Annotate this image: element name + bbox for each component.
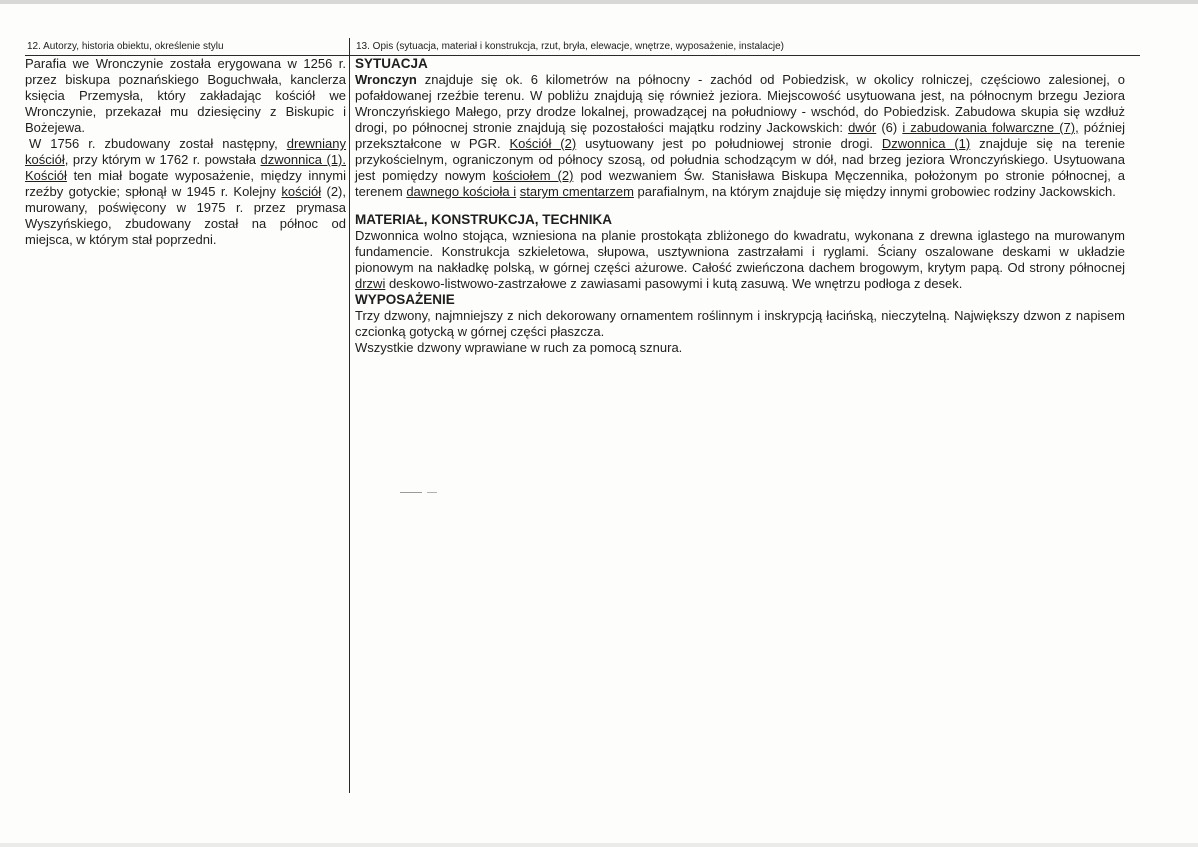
link-zabudowania: i zabudowania folwarczne (7),: [902, 120, 1079, 135]
link-drewniany-kosciol: drewniany kościół: [25, 136, 346, 167]
link-dzwonnica: dzwonnica (1).: [260, 152, 346, 167]
scan-edge-bottom: [0, 843, 1198, 847]
link-kosciol: Kościół: [25, 168, 67, 183]
description-text: [355, 56, 1125, 356]
pen-mark-2: [427, 492, 437, 493]
history-text: [25, 56, 346, 248]
section-title-material: MATERIAŁ, KONSTRUKCJA, TECHNIKA: [355, 212, 612, 227]
link-stary-cmentarz: starym cmentarzem: [519, 184, 634, 199]
link-kosciol-2-right: Kościół (2): [509, 136, 577, 151]
section-title-sytuacja: SYTUACJA: [355, 56, 428, 71]
link-drzwi: drzwi: [355, 276, 386, 291]
column-divider: [349, 38, 350, 793]
left-column-heading: 12. Autorzy, historia obiektu, określenie stylu: [27, 41, 224, 52]
history-paragraph-1: Parafia we Wronczynie została erygowana w 1256 r. przez biskupa poznańskiego Boguchwała, kanclerza księcia Przemysła, który zakładając kościół we Wronczynie, przekazał mu dziesięciny z Biskupic i Bożejewa.: [25, 56, 346, 135]
wyposazenie-paragraph-1: Trzy dzwony, najmniejszy z nich dekorowany ornamentem roślinnym i inskrypcją łacińską, nieczytelną. Największy dzwon z napisem czcionką gotycką w górnej części płaszcza.: [355, 308, 1125, 339]
pen-mark: [400, 492, 422, 493]
material-paragraph: Dzwonnica wolno stojąca, wzniesiona na planie prostokąta zbliżonego do kwadratu, wykonana z drewna iglastego na murowanym fundamencie. Konstrukcja szkieletowa, słupowa, usztywniona zastrzałami i ryglami. Ściany oszalowane deskami w układzie pionowym na nakładkę polską, w górnej części ażurowe. Całość zwieńczona dachem brogowym, krytym papą. Od strony północnej drzwi deskowo-listwowo-zastrzałowe z zawiasami pasowymi i kutą zasuwą. We wnętrzu podłoga z desek.: [355, 228, 1125, 291]
link-dzwonnica-1: Dzwonnica (1): [881, 136, 971, 151]
link-nowy-kosciol: kościołem (2): [492, 168, 574, 183]
scan-edge: [0, 0, 1198, 4]
wyposazenie-paragraph-2: Wszystkie dzwony wprawiane w ruch za pomocą sznura.: [355, 340, 683, 355]
history-paragraph-2: W 1756 r. zbudowany został następny, drewniany kościół, przy którym w 1762 r. powstała dzwonnica (1). Kościół ten miał bogate wyposażenie, między innymi rzeźby gotyckie; spłonął w 1945 r. Kolejny kościół (2), murowany, poświęcony w 1975 r. przez prymasa Wyszyńskiego, zbudowany został na północ od miejsca, w którym stał poprzedni.: [25, 136, 346, 247]
link-kosciol-2: kościół: [281, 184, 322, 199]
link-dwor: dwór: [848, 120, 877, 135]
section-title-wyposazenie: WYPOSAŻENIE: [355, 292, 455, 307]
link-dawny-kosciol: dawnego kościoła i: [406, 184, 517, 199]
right-column-heading: 13. Opis (sytuacja, materiał i konstrukcja, rzut, bryła, elewacje, wnętrze, wyposażenie, instalacje): [356, 41, 784, 52]
sytuacja-paragraph: Wronczyn znajduje się ok. 6 kilometrów na północny - zachód od Pobiedzisk, w okolicy rolniczej, częściowo zalesionej, o pofałdowanej rzeźbie terenu. W pobliżu znajdują się również jeziora. Miejscowość usytuowana jest, na północnym brzegu Jeziora Wronczyńskiego Małego, przy drodze lokalnej, prowadzącej na południowy - wschód, do Pobiedzisk. Zabudowa skupia się wzdłuż drogi, po północnej stronie znajdują się pozostałości majątku rodziny Jackowskich: dwór (6) i zabudowania folwarczne (7), później przekształcone w PGR. Kościół (2) usytuowany jest po południowej stronie drogi. Dzwonnica (1) znajduje się na terenie przykościelnym, ograniczonym od północy szosą, od południa schodzącym w dół, nad brzeg jeziora Wronczyńskiego. Usytuowana jest pomiędzy nowym kościołem (2) pod wezwaniem Św. Stanisława Biskupa Męczennika, położonym po stronie północnej, a terenem dawnego kościoła i starym cmentarzem parafialnym, na którym znajduje się między innymi grobowiec rodziny Jackowskich.: [355, 72, 1125, 199]
